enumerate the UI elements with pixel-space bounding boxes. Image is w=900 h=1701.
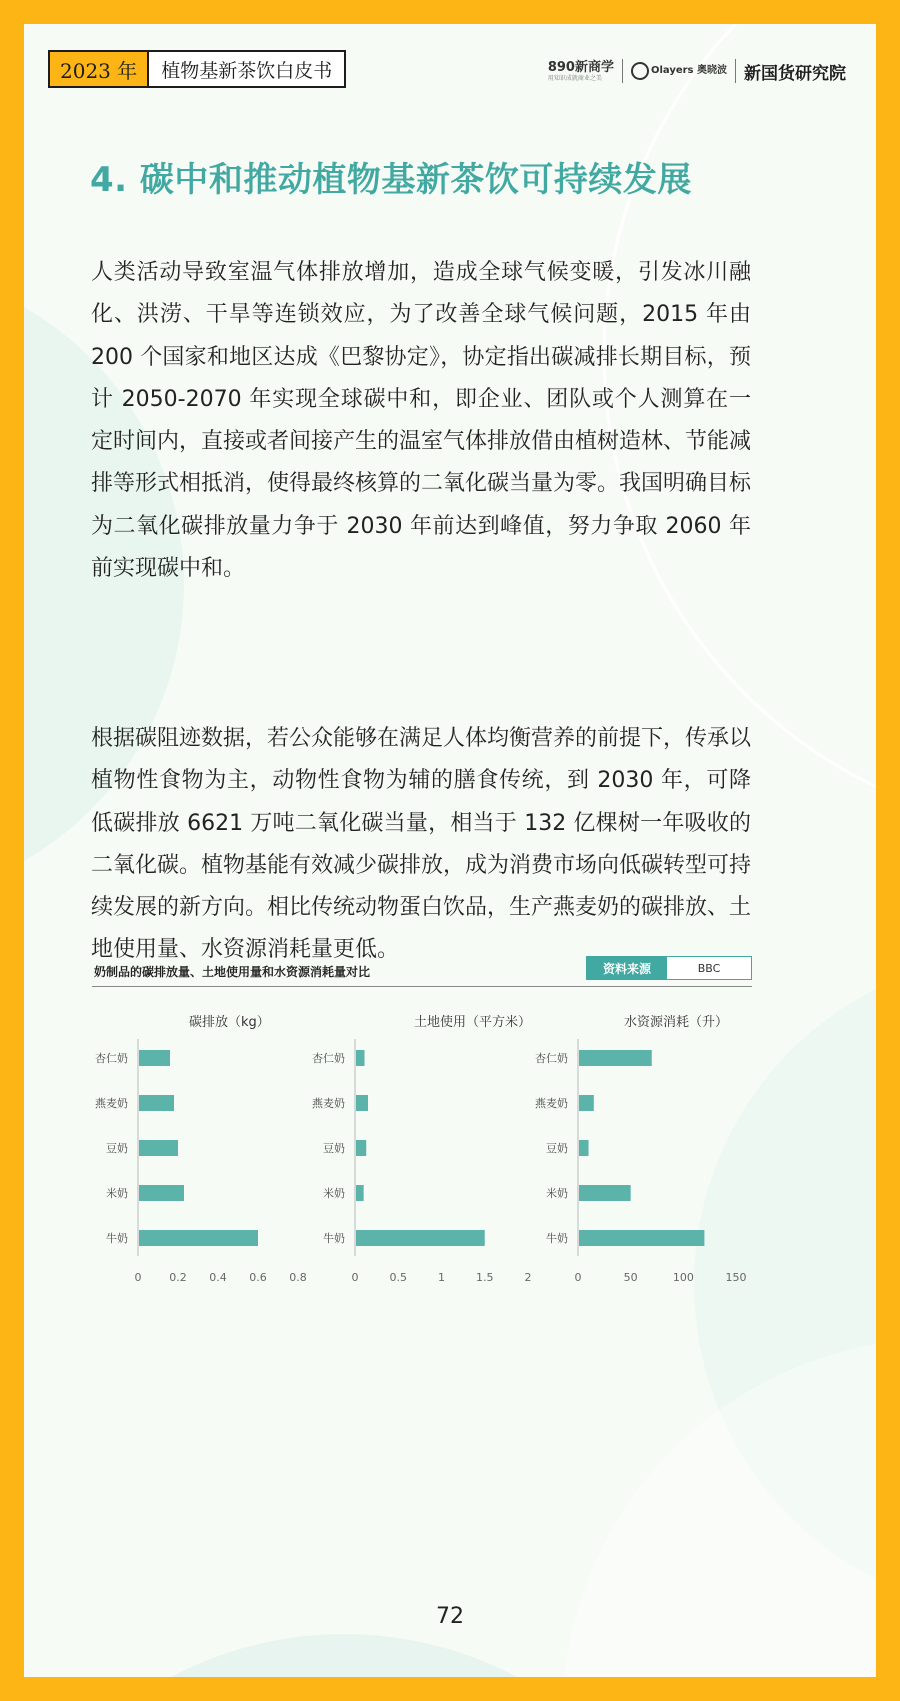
category-label: 牛奶	[323, 1232, 345, 1245]
bar-2	[579, 1095, 594, 1111]
logo-new-domestic-brand-institute: 新国货研究院	[744, 63, 846, 84]
category-label: 燕麦奶	[312, 1097, 345, 1110]
tick-label: 1.5	[476, 1271, 494, 1284]
bar-1	[579, 1050, 652, 1066]
comparison-charts	[24, 24, 876, 1677]
tick-label: 100	[672, 1271, 694, 1284]
tick-label: 0.4	[209, 1271, 227, 1284]
section-title: 4. 碳中和推动植物基新茶饮可持续发展	[90, 160, 692, 200]
category-label: 杏仁奶	[95, 1052, 128, 1065]
tick-label: 0	[351, 1271, 359, 1284]
bar-5	[139, 1230, 258, 1246]
bar-1	[139, 1050, 170, 1066]
category-label: 燕麦奶	[535, 1097, 568, 1110]
tick-label: 0.8	[289, 1271, 307, 1284]
category-label: 米奶	[546, 1187, 568, 1200]
category-label: 燕麦奶	[95, 1097, 128, 1110]
tick-label: 0	[574, 1271, 582, 1284]
tick-label: 0.5	[389, 1271, 407, 1284]
tick-label: 50	[623, 1271, 638, 1284]
category-label: 豆奶	[546, 1142, 568, 1155]
source-value: BBC	[667, 957, 751, 979]
source-label: 资料来源	[587, 957, 667, 979]
chart-title: 水资源消耗（升）	[624, 1015, 729, 1030]
category-label: 豆奶	[106, 1142, 128, 1155]
bar-5	[579, 1230, 704, 1246]
body-paragraph-1: 人类活动导致室温气体排放增加，造成全球气候变暖，引发冰川融化、洪涝、干旱等连锁效应，为了改善全球气候问题，2015 年由 200 个国家和地区达成《巴黎协定》，协定指出碳减排长期目标，预计 2050-2070 年实现全球碳中和，即企业、团队或个人测算在一定时间内，直接或者间接产生的温室气体排放借由植树造林、节能减排等形式相抵消，使得最终核算的二氧化碳当量为零。我国明确目标为二氧化碳排放量力争于 2030 年前达到峰值，努力争取 2060 年前实现碳中和。	[91, 260, 752, 582]
page-number: 72	[436, 1604, 464, 1629]
bar-3	[579, 1140, 589, 1156]
report-year: 2023 年	[50, 52, 149, 86]
category-label: 杏仁奶	[312, 1052, 345, 1065]
bar-4	[579, 1185, 631, 1201]
body-paragraph-2: 根据碳阻迹数据，若公众能够在满足人体均衡营养的前提下，传承以植物性食物为主，动物性食物为辅的膳食传统，到 2030 年，可降低碳排放 6621 万吨二氧化碳当量，相当于 132 亿棵树一年吸收的二氧化碳。植物基能有效减少碳排放，成为消费市场向低碳转型可持续发展的新方向。相比传统动物蛋白饮品，生产燕麦奶的碳排放、土地使用量、水资源消耗量更低。	[91, 726, 752, 963]
document-page	[24, 24, 876, 1677]
category-label: 牛奶	[546, 1232, 568, 1245]
category-label: 米奶	[106, 1187, 128, 1200]
category-label: 米奶	[323, 1187, 345, 1200]
bar-2	[139, 1095, 174, 1111]
tick-label: 0.2	[169, 1271, 187, 1284]
tick-label: 150	[725, 1271, 747, 1284]
bar-3	[356, 1140, 366, 1156]
bar-5	[356, 1230, 485, 1246]
bar-3	[139, 1140, 178, 1156]
bar-1	[356, 1050, 365, 1066]
chart-title: 土地使用（平方米）	[414, 1015, 532, 1030]
bar-4	[356, 1185, 364, 1201]
logo1-sub-text: 用知识成就商业之美	[547, 74, 602, 82]
figure-title: 奶制品的碳排放量、土地使用量和水资源消耗量对比	[94, 965, 371, 979]
bar-4	[139, 1185, 184, 1201]
tick-label: 0	[134, 1271, 142, 1284]
chart-title: 碳排放（kg）	[189, 1015, 270, 1030]
tick-label: 0.6	[249, 1271, 267, 1284]
logo2-text: Olayers 奥晓波	[650, 65, 727, 76]
bar-2	[356, 1095, 368, 1111]
category-label: 杏仁奶	[535, 1052, 568, 1065]
tick-label: 2	[524, 1271, 532, 1284]
category-label: 牛奶	[106, 1232, 128, 1245]
logo1-main-text: 890新商学	[547, 59, 614, 75]
category-label: 豆奶	[323, 1142, 345, 1155]
report-title: 植物基新茶饮白皮书	[149, 52, 344, 86]
tick-label: 1	[438, 1271, 445, 1284]
